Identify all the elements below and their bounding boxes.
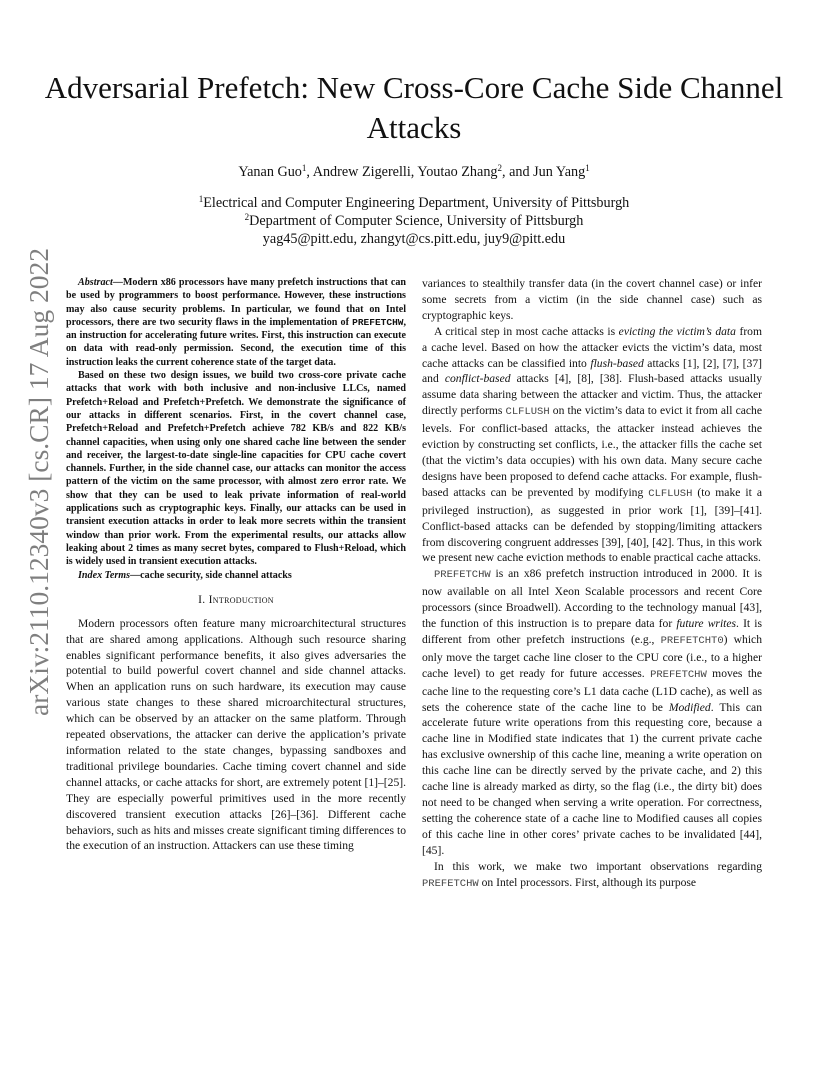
- author-list: [40, 162, 788, 182]
- arxiv-identifier: arXiv:2110.12340v3 [cs.CR] 17 Aug 2022: [23, 248, 54, 716]
- right-column: [422, 276, 762, 892]
- code-prefetcht0: PREFETCHT0: [660, 634, 724, 647]
- body-paragraph: A critical step in most cache attacks is evicting the victim’s data from a cache level. Based on how the attacker evicts the victim’s data, most cache attacks can be classified into flush-based attacks [1], [2], [7], [37] and conflict-based attacks [4], [8], [38]. Flush-based attacks usually assume data sharing between the attacker and victim. Thus, the attacker directly performs CLFLUSH on the victim’s data to evict it from all cache levels. For conflict-based attacks, the attacker instead achieves the eviction by constructing set conflicts, i.e., the attacker fills the cache set (that the victim’s data occupies) with his own data. Many secure cache designs have been proposed to defend cache attacks. For example, flush-based attacks can be prevented by modifying CLFLUSH (to make it a privileged instruction), as suggested in prior work [1], [39]–[41]. Conflict-based attacks can be defended by stopping/limiting attackers from discovering congruent addresses [39], [40], [42]. Thus, in this work we present new cache eviction methods to enable practical cache attacks.: [422, 324, 763, 565]
- affiliation-marker: 1: [585, 163, 590, 173]
- code-prefetchw: PREFETCHW: [650, 668, 707, 681]
- code-prefetchw: PREFETCHW: [352, 316, 404, 328]
- abstract-paragraph-2: Based on these two design issues, we build two cross-core private cache attacks that work with both inclusive and non-inclusive LLCs, named Prefetch+Reload and Prefetch+Prefetch. We demonstrate the significance of our attacks in different scenarios. First, in the covert channel case, Prefetch+Reload and Prefetch+Prefetch achieve 782 KB/s and 822 KB/s channel capacities, when using only one shared cache line between the sender and receiver, the largest-to-date single-line capacities for CPU cache covert channels. Further, in the side channel case, our attacks can monitor the access pattern of the victim on the same processor, with almost zero error rate. We show that they can be used to leak private information of real-world applications such as cryptographic keys. Finally, our attacks can be used in transient execution attacks in order to leak more secrets within the transient window than prior work. From the experimental results, our attacks allow leaking about 2 times as many secret bytes, compared to Flush+Reload, which is widely used in transient execution attacks.: [66, 370, 406, 568]
- code-clflush: CLFLUSH: [505, 406, 550, 419]
- author-name: Yanan Guo: [238, 164, 302, 180]
- section-heading: I. Introduction: [198, 592, 274, 606]
- abstract: [66, 276, 406, 569]
- index-terms-label: Index Terms: [78, 569, 131, 581]
- affiliation-2: $^2$Department of Computer Science, University of Pittsburgh: [244, 212, 584, 229]
- abstract-paragraph-1: Abstract—Modern x86 processors have many prefetch instructions that can be used by programmers to boost performance. However, these instructions may also cause security problems. In particular, we found that on Intel processors, there are two security flaws in the implementation of PREFETCHW, an instruction for accelerating future writes. First, this instruction can execute on data with read-only permission. Second, the execution time of this instruction leaks the current coherence state of the target data.: [66, 277, 406, 368]
- affiliation-marker: 2: [497, 163, 503, 173]
- paper-title: Adversarial Prefetch: New Cross-Core Cache Side Channel Attacks: [44, 70, 784, 145]
- body-paragraph: In this work, we make two important observations regarding PREFETCHW on Intel processors. First, although its purpose: [422, 859, 762, 890]
- left-column: [66, 276, 406, 854]
- index-terms: Index Terms—cache security, side channel attacks: [78, 569, 292, 581]
- affiliation-1: $^1$Electrical and Computer Engineering Department, University of Pittsburgh: [198, 194, 630, 211]
- author-name: , Andrew Zigerelli, Youtao Zhang: [306, 164, 498, 180]
- author-name: , and Jun Yang: [502, 164, 586, 180]
- affiliations: [40, 194, 788, 248]
- affiliation-marker: 1: [301, 163, 307, 173]
- body-paragraph: PREFETCHW is an x86 prefetch instruction introduced in 2000. It is now available on all Intel Xeon Scalable processors and recent Core processors (since Broadwell). According to the technology manual [43], the function of this instruction is to prepare data for future writes. It is different from other prefetch instructions (e.g., PREFETCHT0) which only move the target cache line closer to the CPU core (i.e., to a higher cache level) to get ready for future accesses. PREFETCHW moves the cache line to the requesting core’s L1 data cache (L1D cache), as well as sets the coherence state of the cache line to be Modified. This can accelerate future write operations from this requesting core, because a cache line in Modified state indicates that 1) the current private cache has exclusive ownership of this cache line, meaning a write operation on this cache line can be directly served by the private cache, and 2) this cache line is already marked as dirty, so the flag (i.e., the dirty bit) does not need to be changed when serving a write operation. For correctness, setting the coherence state of a cache line to Modified causes all copies of this cache line in other cores’ private caches to be invalidated [44], [45].: [422, 567, 762, 857]
- body-paragraph: Modern processors often feature many microarchitectural structures that are shared among applications. Although such resource sharing enables significant performance benefits, it also gives adversaries the potential to build powerful covert channel and side channel attacks. When an application runs on such hardware, its execution may cause various state changes to these shared microarchitectural structures, which can be observed by an attacker on the same platform. Through repeated observations, the attacker can derive the application’s private information related to the state changes, bypassing sandboxes and traditional privilege boundaries. Cache timing covert channel and side channel attacks, or cache attacks for short, are extremely potent [1]–[25]. They are especially powerful primitives used in the more recently discovered transient execution attacks [26]–[36]. Different cache behaviors, such as hits and misses create significant timing differences to the execution of an instruction. Attackers can use these timing: [66, 616, 406, 853]
- email-list: yag45@pitt.edu, zhangyt@cs.pitt.edu, juy9@pitt.edu: [262, 231, 566, 247]
- code-prefetchw: PREFETCHW: [422, 877, 479, 890]
- code-prefetchw: PREFETCHW: [434, 569, 491, 582]
- code-clflush: CLFLUSH: [648, 487, 693, 500]
- abstract-label: Abstract: [78, 277, 113, 288]
- body-paragraph: variances to stealthily transfer data (in the covert channel case) or infer some secrets from a victim (in the side channel case) such as cryptographic keys.: [422, 277, 762, 322]
